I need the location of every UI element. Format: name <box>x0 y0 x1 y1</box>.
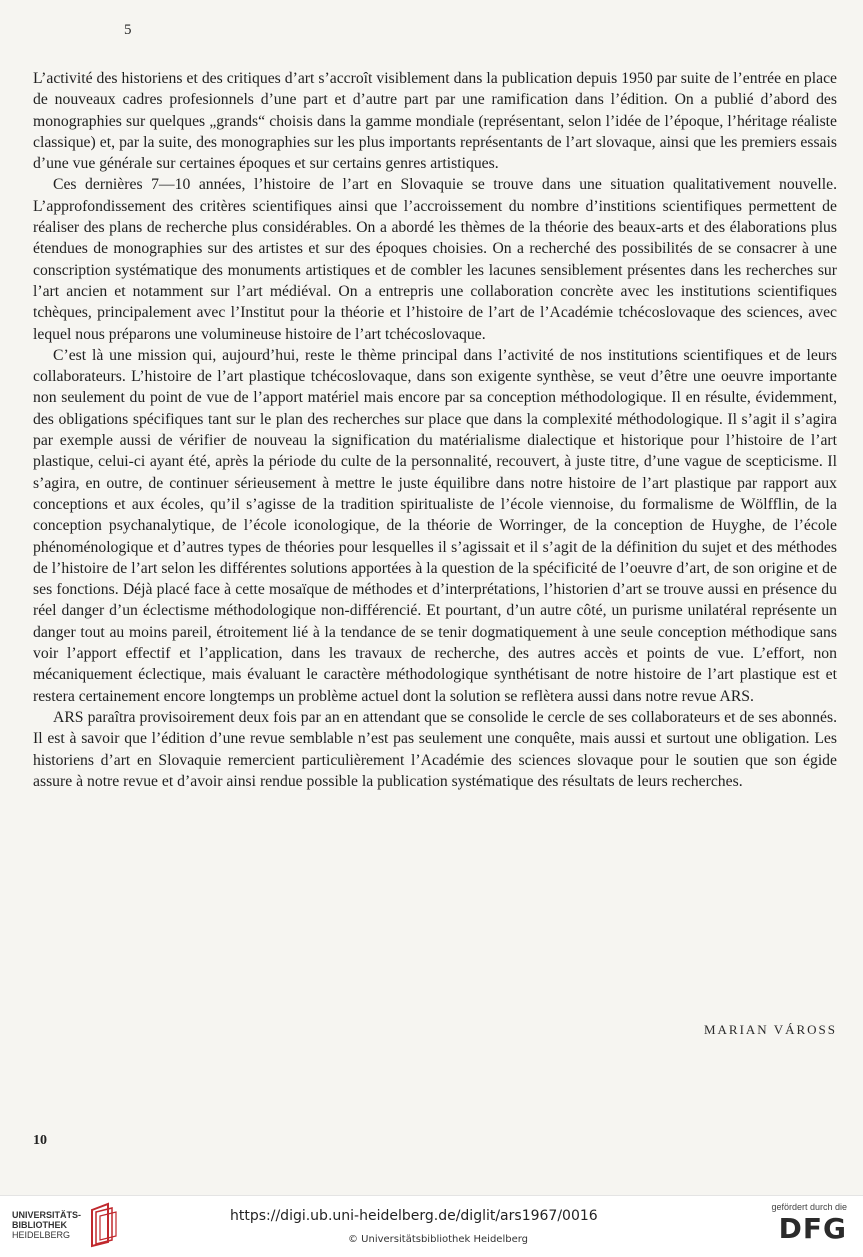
library-line-3: HEIDELBERG <box>12 1230 71 1240</box>
library-line-1: UNIVERSITÄTS- <box>12 1210 82 1220</box>
viewer-footer <box>0 1195 863 1257</box>
bottom-page-number: 10 <box>33 1133 47 1148</box>
library-logo-icon <box>86 1202 120 1248</box>
paragraph-1: L’activité des historiens et des critiques d’art s’accroît visiblement dans la publication depuis 1950 par suite de l’entrée en place de nouveaux cadres profesionnels d’une part et d’autre part par une ramification dans l’édition. On a publié d’abord des monographies sur quelques „grands“ choisis dans la gamme mondiale (représentant, selon l’idée de l’époque, l’héritage réaliste classique) et, par la suite, des monographies sur les plus importants représentants de l’art slovaque, ainsi que les premiers essais d’une vue générale sur certaines époques et sur certains genres artistiques. <box>33 70 837 173</box>
copyright-notice: © Universitätsbibliothek Heidelberg <box>348 1234 529 1245</box>
library-line-2: BIBLIOTHEK <box>12 1220 67 1230</box>
funding-label: gefördert durch die <box>771 1202 847 1212</box>
paragraph-4: ARS paraîtra provisoirement deux fois par an en attendant que se consolide le cercle de ses collaborateurs et de ses abonnés. Il est à savoir que l’édition d’une revue semblable n’est pas seulement une conquête, mais aussi et surtout une obligation. Les historiens d’art en Slovaquie remercient particulièrement l’Académie des sciences slovaque pour le soutien que son égide assure à notre revue et d’avoir ainsi rendue possible la publication systématique des résultats de leurs recherches. <box>33 708 837 790</box>
article-body <box>33 68 837 792</box>
dfg-logo[interactable]: DFG <box>778 1212 847 1245</box>
paragraph-2: Ces dernières 7—10 années, l’histoire de l’art en Slovaquie se trouve dans une situation qualitativement nouvelle. L’approfondissement des critères scientifiques ainsi que l’accroissement du nombre d’institions scientifiques permettent de réaliser des plans de recherche plus considérables. On a abordé les thèmes de la théorie des beaux-arts et des élaborations plus étendues de monographies sur des artistes et sur des époques choisies. On a recherché des possibilités de se consacrer à une conscription systématique des monuments artistiques et de combler les lacunes sensiblement présentes dans les recherches sur l’art ancien et notamment sur l’art médiéval. On a entrepris une collaboration concrète avec les institutions scientifiques tchèques, principalement avec l’Institut pour la théorie et l’histoire de l’art de l’Académie tchécoslovaque des sciences, avec lequel nous préparons une volumineuse histoire de l’art tchécoslovaque. <box>33 176 837 343</box>
permalink-url[interactable]: https://digi.ub.uni-heidelberg.de/diglit/ars1967/0016 <box>230 1208 598 1224</box>
paragraph-3: C’est là une mission qui, aujourd’hui, reste le thème principal dans l’activité de nos institutions scientifiques et de leurs collaborateurs. L’histoire de l’art plastique tchécoslovaque, dans son exigente synthèse, se veut d’être une oeuvre importante non seulement du point de vue de l’apport matériel mais encore par sa conception méthodologique. Il en résulte, évidemment, des obligations spécifiques tant sur le plan des recherches sur place que dans la complexité méthodologique. Il s’agit il s’agira par exemple aussi de vérifier de nouveau la signification du matérialisme dialectique et historique pour l’histoire de l’art plastique, celui-ci ayant été, après la période du culte de la personnalité, recouvert, à juste titre, d’une vague de scepticisme. Il s’agira, en outre, de continuer sérieusement à mettre le juste équilibre dans notre histoire de l’art plastique par rapport aux conceptions et aux écoles, qu’il s’agisse de la tradition spiritualiste de l’école viennoise, du formalisme de Wölfflin, de la conception psychanalytique, de l’école iconologique, de la théorie de Worringer, de la conception de Huyghe, de l’école phénoménologique et d’autres types de théories pour lesquelles il s’agissait et il s’agit de la définition du sujet et des méthodes de l’histoire de l’art selon les différentes solutions apportées à la question de la spécificité de l’oeuvre d’art, de son origine et de ses fonctions. Déjà placé face à cette mosaïque de méthodes et d’interprétations, l’historien d’art se trouve aussi en présence du réel danger d’un éclectisme méthodologique non-différencié. Et pourtant, d’un autre côté, un purisme unilatéral représente un danger tout au moins pareil, étroitement lié à la tendance de se tenir dogmatiquement à une seule conception méthodique sans voir l’apport effectif et l’application, dans les travaux de recherche, des autres accès et points de vue. L’effort, non mécaniquement éclectique, mais évaluant le caractère méthodologique synthétisant de notre histoire de l’art plastique est et restera certainement encore longtemps un problème actuel dont la solution se reflètera aussi dans notre revue ARS. <box>33 346 837 705</box>
author-signature: MARIAN VÁROSS <box>703 1022 837 1037</box>
top-page-number: 5 <box>124 22 132 38</box>
library-name[interactable] <box>12 1210 81 1240</box>
